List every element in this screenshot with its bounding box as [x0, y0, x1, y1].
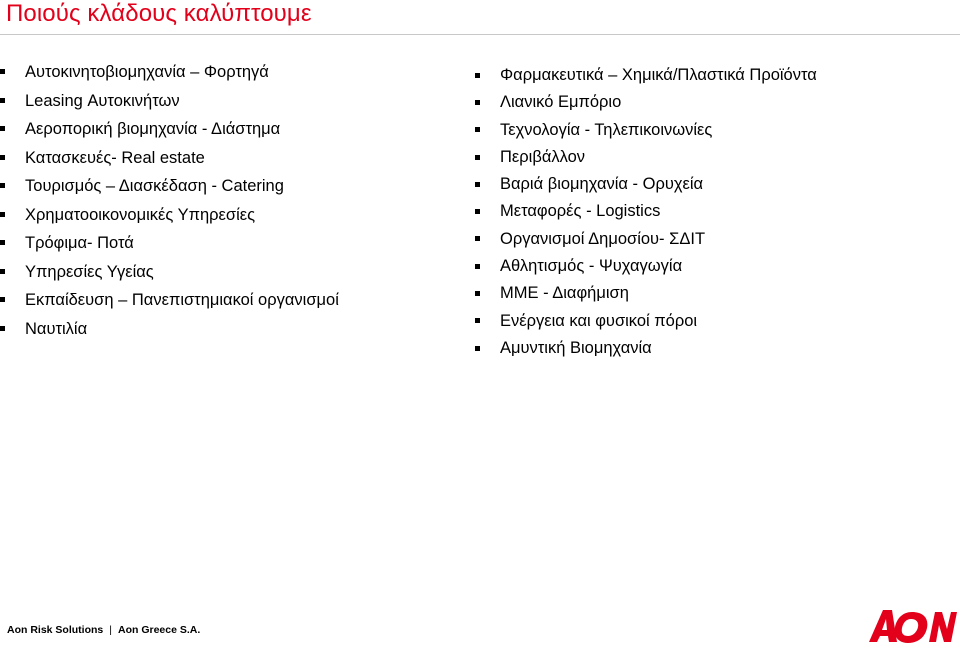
- industry-list-item: [475, 335, 817, 362]
- title-divider: [0, 34, 960, 35]
- industry-list-item: [0, 144, 339, 173]
- square-bullet-icon: [475, 155, 480, 160]
- industry-list-item: [475, 308, 817, 335]
- industry-label: Αθλητισμός - Ψυχαγωγία: [500, 257, 683, 276]
- square-bullet-icon: [475, 291, 480, 296]
- square-bullet-icon: [475, 236, 480, 241]
- industry-list-item: [475, 198, 817, 225]
- footer-separator: |: [109, 624, 112, 636]
- industry-label: Λιανικό Εμπόριο: [500, 93, 622, 112]
- industry-label: Τρόφιμα- Ποτά: [25, 234, 134, 252]
- square-bullet-icon: [475, 73, 480, 78]
- footer-company: Aon Risk Solutions: [7, 624, 104, 636]
- square-bullet-icon: [0, 269, 5, 274]
- industry-label: Εκπαίδευση – Πανεπιστημιακοί οργανισμοί: [25, 291, 339, 309]
- industry-label: ΜΜΕ - Διαφήμιση: [500, 284, 629, 303]
- square-bullet-icon: [475, 100, 480, 105]
- industry-label: Κατασκευές- Real estate: [25, 148, 205, 167]
- industry-label: Αυτοκινητοβιομηχανία – Φορτηγά: [25, 63, 269, 81]
- square-bullet-icon: [0, 212, 5, 217]
- square-bullet-icon: [475, 264, 480, 269]
- square-bullet-icon: [475, 318, 480, 323]
- square-bullet-icon: [0, 69, 5, 74]
- square-bullet-icon: [0, 183, 5, 188]
- industry-list-item: [475, 171, 817, 198]
- industry-list-item: [0, 315, 339, 344]
- industry-list-item: [0, 286, 339, 315]
- square-bullet-icon: [0, 297, 5, 302]
- industry-list-item: [0, 115, 339, 144]
- industry-label: Φαρμακευτικά – Χημικά/Πλαστικά Προϊόντα: [500, 66, 817, 84]
- industry-label: Βαριά βιομηχανία - Ορυχεία: [500, 175, 704, 194]
- industry-list-item: [475, 89, 817, 116]
- square-bullet-icon: [0, 98, 5, 103]
- industry-list-item: [475, 117, 817, 144]
- industry-list-item: [0, 58, 339, 87]
- footer: [7, 624, 200, 636]
- square-bullet-icon: [0, 155, 5, 160]
- aon-logo: [867, 606, 957, 646]
- industry-label: Μεταφορές - Logistics: [500, 202, 661, 221]
- square-bullet-icon: [0, 326, 5, 331]
- industry-list-item: [475, 62, 817, 89]
- industry-list-item: [0, 258, 339, 287]
- industry-list-item: [475, 280, 817, 307]
- square-bullet-icon: [475, 346, 480, 351]
- industry-list-item: [0, 172, 339, 201]
- square-bullet-icon: [0, 240, 5, 245]
- industry-label: Τουρισμός – Διασκέδαση - Catering: [25, 177, 284, 195]
- square-bullet-icon: [475, 182, 480, 187]
- industry-label: Αμυντική Βιομηχανία: [500, 338, 652, 357]
- square-bullet-icon: [0, 126, 5, 131]
- left-industry-list: [0, 58, 339, 343]
- industry-label: Οργανισμοί Δημοσίου- ΣΔΙΤ: [500, 229, 706, 248]
- footer-subsidiary: Aon Greece S.A.: [118, 624, 201, 636]
- industry-list-item: [0, 87, 339, 116]
- industry-label: Τεχνολογία - Τηλεπικοινωνίες: [500, 120, 713, 139]
- square-bullet-icon: [475, 127, 480, 132]
- industry-label: Χρηματοοικονομικές Υπηρεσίες: [25, 205, 256, 224]
- industry-label: Ενέργεια και φυσικοί πόροι: [500, 311, 698, 330]
- industry-list-item: [475, 253, 817, 280]
- industry-label: Leasing Αυτοκινήτων: [25, 91, 180, 110]
- industry-list-item: [475, 226, 817, 253]
- industry-label: Περιβάλλον: [500, 147, 586, 166]
- slide-title: Ποιούς κλάδους καλύπτουμε: [6, 0, 312, 27]
- industry-list-item: [475, 144, 817, 171]
- square-bullet-icon: [475, 209, 480, 214]
- industry-list-item: [0, 201, 339, 230]
- industry-label: Ναυτιλία: [25, 319, 88, 338]
- right-industry-list: [475, 62, 817, 362]
- industry-label: Αεροπορική βιομηχανία - Διάστημα: [25, 120, 281, 138]
- industry-label: Υπηρεσίες Υγείας: [25, 262, 154, 281]
- industry-list-item: [0, 229, 339, 258]
